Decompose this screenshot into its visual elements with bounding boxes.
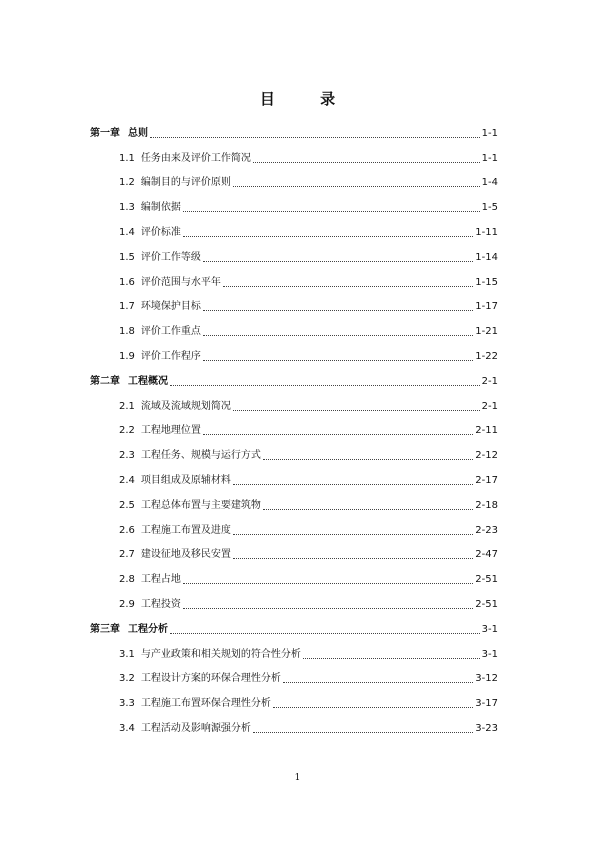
- toc-section-entry[interactable]: [90, 540, 498, 565]
- toc-entry-page: 1-1: [481, 127, 498, 139]
- toc-section-entry[interactable]: [90, 440, 498, 465]
- toc-entry-page: 2-12: [475, 450, 498, 462]
- toc-entry-page: 2-51: [475, 574, 498, 586]
- toc-entry-label: 工程概况: [128, 375, 168, 387]
- toc-entry-label: 工程设计方案的环保合理性分析: [140, 673, 281, 685]
- toc-entry-page: 3-12: [475, 673, 498, 685]
- toc-section-entry[interactable]: [90, 515, 498, 540]
- toc-dot-leader: [253, 162, 480, 163]
- toc-entry-number: 2.3: [119, 450, 135, 462]
- toc-entry-label: 评价工作程序: [140, 350, 201, 362]
- toc-entry-number: 1.9: [119, 350, 135, 362]
- toc-entry-page: 1-4: [481, 177, 498, 189]
- toc-list: [90, 118, 498, 738]
- toc-dot-leader: [203, 261, 473, 262]
- toc-dot-leader: [203, 360, 473, 361]
- toc-entry-label: 工程施工布置及进度: [140, 524, 231, 536]
- toc-entry-page: 3-23: [475, 722, 498, 734]
- toc-entry-label: 工程占地: [140, 574, 181, 586]
- toc-section-entry[interactable]: [90, 713, 498, 738]
- toc-dot-leader: [263, 459, 473, 460]
- toc-entry-number: 1.7: [119, 301, 135, 313]
- toc-entry-page: 2-17: [475, 474, 498, 486]
- toc-entry-page: 1-15: [475, 276, 498, 288]
- toc-dot-leader: [183, 608, 473, 609]
- toc-entry-page: 1-1: [481, 152, 498, 164]
- toc-entry-number: 2.7: [119, 549, 135, 561]
- toc-entry-number: 3.4: [119, 722, 135, 734]
- toc-dot-leader: [233, 410, 480, 411]
- toc-chapter-entry[interactable]: [90, 118, 498, 143]
- toc-entry-page: 2-1: [481, 400, 498, 412]
- toc-entry-number: 2.4: [119, 474, 135, 486]
- toc-entry-label: 项目组成及原辅材料: [140, 474, 231, 486]
- toc-entry-number: 2.1: [119, 400, 135, 412]
- toc-dot-leader: [283, 682, 473, 683]
- toc-entry-label: 工程地理位置: [140, 425, 201, 437]
- toc-entry-number: 2.9: [119, 598, 135, 610]
- toc-dot-leader: [273, 707, 473, 708]
- toc-dot-leader: [203, 434, 473, 435]
- toc-entry-number: 1.6: [119, 276, 135, 288]
- toc-dot-leader: [183, 236, 473, 237]
- toc-entry-page: 1-11: [475, 226, 498, 238]
- toc-entry-label: 评价工作等级: [140, 251, 201, 263]
- toc-entry-label: 建设征地及移民安置: [140, 549, 231, 561]
- toc-entry-page: 1-5: [481, 202, 498, 214]
- toc-section-entry[interactable]: [90, 242, 498, 267]
- toc-dot-leader: [233, 534, 473, 535]
- toc-entry-label: 工程活动及影响源强分析: [140, 722, 251, 734]
- toc-entry-number: 2.2: [119, 425, 135, 437]
- toc-chapter-entry[interactable]: [90, 614, 498, 639]
- toc-entry-label: 评价工作重点: [140, 326, 201, 338]
- toc-entry-page: 2-47: [475, 549, 498, 561]
- toc-entry-label: 工程投资: [140, 598, 181, 610]
- toc-dot-leader: [233, 558, 473, 559]
- toc-entry-page: 2-51: [475, 598, 498, 610]
- toc-entry-number: 1.2: [119, 177, 135, 189]
- toc-entry-number: 第一章: [90, 127, 120, 139]
- toc-dot-leader: [203, 310, 473, 311]
- toc-entry-page: 3-1: [481, 623, 498, 635]
- toc-entry-label: 工程施工布置环保合理性分析: [140, 698, 271, 710]
- toc-section-entry[interactable]: [90, 143, 498, 168]
- toc-dot-leader: [150, 137, 480, 138]
- toc-entry-number: 1.8: [119, 326, 135, 338]
- toc-dot-leader: [183, 583, 473, 584]
- toc-entry-page: 3-1: [481, 648, 498, 660]
- toc-section-entry[interactable]: [90, 465, 498, 490]
- toc-entry-page: 1-14: [475, 251, 498, 263]
- toc-dot-leader: [253, 732, 473, 733]
- toc-entry-label: 编制依据: [140, 202, 181, 214]
- toc-entry-number: 2.6: [119, 524, 135, 536]
- toc-entry-label: 工程分析: [128, 623, 168, 635]
- toc-section-entry[interactable]: [90, 168, 498, 193]
- toc-dot-leader: [183, 211, 480, 212]
- toc-entry-label: 环境保护目标: [140, 301, 201, 313]
- toc-section-entry[interactable]: [90, 490, 498, 515]
- toc-section-entry[interactable]: [90, 391, 498, 416]
- toc-entry-label: 评价标准: [140, 226, 181, 238]
- toc-entry-page: 2-11: [475, 425, 498, 437]
- toc-section-entry[interactable]: [90, 192, 498, 217]
- toc-entry-label: 与产业政策和相关规划的符合性分析: [140, 648, 301, 660]
- toc-dot-leader: [170, 633, 480, 634]
- toc-entry-label: 编制目的与评价原则: [140, 177, 231, 189]
- toc-section-entry[interactable]: [90, 688, 498, 713]
- toc-title: 目 录: [259, 90, 356, 108]
- toc-entry-label: 任务由来及评价工作简况: [140, 152, 251, 164]
- toc-section-entry[interactable]: [90, 217, 498, 242]
- toc-entry-label: 工程总体布置与主要建筑物: [140, 499, 261, 511]
- toc-section-entry[interactable]: [90, 316, 498, 341]
- toc-entry-label: 总则: [128, 127, 148, 139]
- toc-entry-number: 第二章: [90, 375, 120, 387]
- toc-section-entry[interactable]: [90, 341, 498, 366]
- toc-entry-page: 2-18: [475, 499, 498, 511]
- toc-entry-number: 2.5: [119, 499, 135, 511]
- toc-entry-label: 流域及流域规划简况: [140, 400, 231, 412]
- toc-dot-leader: [263, 509, 473, 510]
- toc-section-entry[interactable]: [90, 589, 498, 614]
- toc-entry-number: 1.1: [119, 152, 135, 164]
- toc-dot-leader: [233, 484, 473, 485]
- toc-entry-number: 1.5: [119, 251, 135, 263]
- toc-chapter-entry[interactable]: [90, 366, 498, 391]
- toc-section-entry[interactable]: [90, 267, 498, 292]
- toc-entry-label: 评价范围与水平年: [140, 276, 221, 288]
- toc-entry-page: 2-23: [475, 524, 498, 536]
- toc-entry-number: 1.4: [119, 226, 135, 238]
- toc-entry-number: 3.3: [119, 698, 135, 710]
- toc-section-entry[interactable]: [90, 639, 498, 664]
- toc-entry-number: 2.8: [119, 574, 135, 586]
- toc-dot-leader: [223, 286, 473, 287]
- toc-entry-number: 3.1: [119, 648, 135, 660]
- toc-entry-page: 1-21: [475, 326, 498, 338]
- toc-entry-label: 工程任务、规模与运行方式: [140, 450, 261, 462]
- toc-dot-leader: [170, 385, 480, 386]
- toc-dot-leader: [303, 658, 480, 659]
- toc-section-entry[interactable]: [90, 292, 498, 317]
- toc-entry-page: 3-17: [475, 698, 498, 710]
- toc-dot-leader: [233, 186, 480, 187]
- toc-section-entry[interactable]: [90, 416, 498, 441]
- toc-entry-page: 1-22: [475, 350, 498, 362]
- toc-entry-page: 1-17: [475, 301, 498, 313]
- toc-entry-page: 2-1: [481, 375, 498, 387]
- toc-entry-number: 第三章: [90, 623, 120, 635]
- toc-entry-number: 3.2: [119, 673, 135, 685]
- toc-section-entry[interactable]: [90, 564, 498, 589]
- page-number: 1: [294, 773, 301, 783]
- toc-dot-leader: [203, 335, 473, 336]
- toc-section-entry[interactable]: [90, 664, 498, 689]
- toc-entry-number: 1.3: [119, 202, 135, 214]
